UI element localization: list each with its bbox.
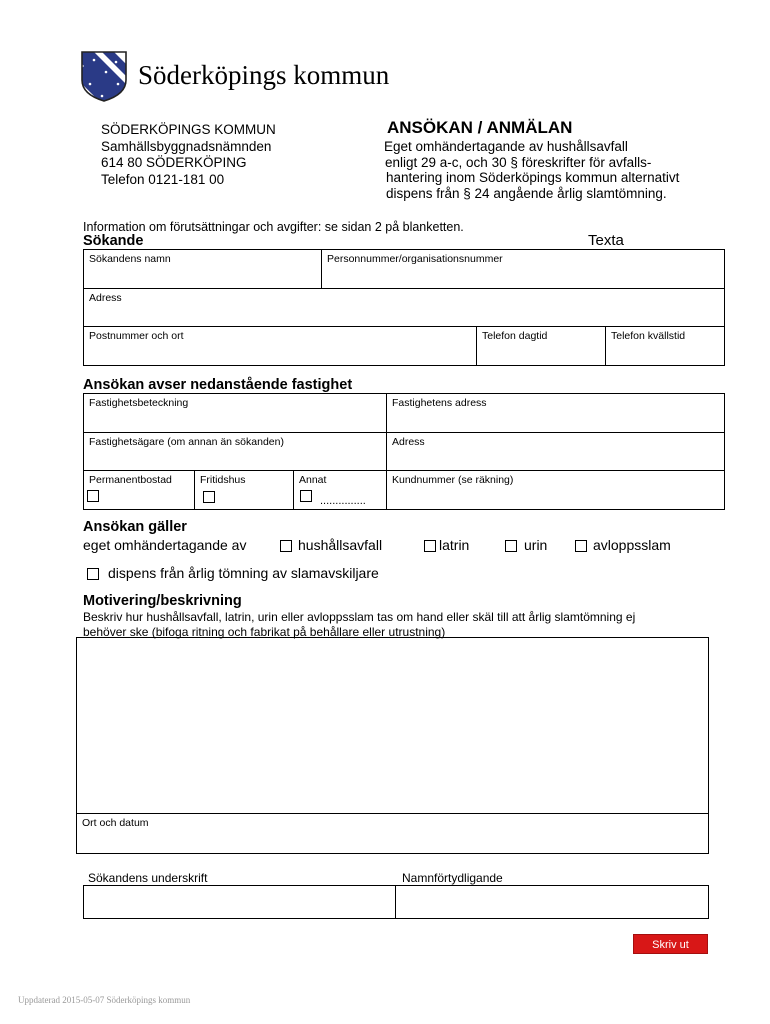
latrine-checkbox[interactable]	[424, 540, 436, 552]
print-clearly-label: Texta	[588, 232, 624, 249]
address-line: 614 80 SÖDERKÖPING	[101, 155, 247, 170]
household-waste-checkbox[interactable]	[280, 540, 292, 552]
latrine-label: latrin	[439, 537, 470, 553]
phone-evening-field[interactable]	[606, 327, 725, 365]
property-owner-field[interactable]	[84, 433, 386, 470]
property-designation-field[interactable]	[84, 394, 386, 432]
applicant-grid	[83, 249, 725, 366]
holiday-home-checkbox[interactable]	[203, 491, 215, 503]
applicant-name-field[interactable]	[84, 250, 321, 288]
municipality-name: Söderköpings kommun	[138, 60, 390, 90]
name-clarification-label: Namnförtydligande	[402, 871, 503, 885]
info-text: Information om förutsättningar och avgifter: se sidan 2 på blanketten.	[83, 220, 464, 234]
field-label: Fastighetsbeteckning	[89, 397, 189, 409]
phone-day-field[interactable]	[477, 327, 605, 365]
personal-number-field[interactable]	[322, 250, 725, 288]
signature-grid	[83, 885, 709, 919]
field-label: Postnummer och ort	[89, 330, 184, 342]
description-line: Eget omhändertagande av hushållsavfall	[384, 139, 628, 154]
name-clarification-field[interactable]	[396, 886, 708, 918]
field-label: Personnummer/organisationsnummer	[327, 253, 503, 265]
field-label: Kundnummer (se räkning)	[392, 474, 514, 486]
description-line: dispens från § 24 angående årlig slamtömning.	[386, 185, 667, 201]
sludge-label: avloppsslam	[593, 537, 671, 553]
customer-number-field[interactable]	[387, 471, 725, 509]
field-label: Annat	[299, 474, 327, 486]
field-label: Adress	[392, 436, 425, 448]
address-line: Samhällsbyggnadsnämnden	[101, 138, 272, 154]
field-label: Permanentbostad	[89, 474, 172, 486]
field-label: Adress	[89, 292, 122, 304]
address-line: Telefon 0121-181 00	[101, 171, 225, 187]
footer-updated: Uppdaterad 2015-05-07 Söderköpings kommun	[18, 995, 191, 1005]
form-description	[384, 139, 679, 201]
application-heading: Ansökan gäller	[83, 519, 187, 535]
print-button[interactable]: Skriv ut	[633, 934, 708, 954]
field-label: Fastighetsägare (om annan än sökanden)	[89, 436, 284, 448]
municipality-logo	[80, 50, 128, 102]
motivation-text-area[interactable]	[77, 638, 708, 813]
address-line: SÖDERKÖPINGS KOMMUN	[101, 122, 276, 137]
description-line: Beskriv hur hushållsavfall, latrin, urin eller avloppsslam tas om hand eller skäl till att årlig slamtömning ej	[83, 610, 636, 624]
place-date-field[interactable]	[77, 814, 708, 853]
other-checkbox[interactable]	[300, 490, 312, 502]
form-title: ANSÖKAN / ANMÄLAN	[387, 118, 573, 137]
field-label: Fritidshus	[200, 474, 246, 486]
urine-checkbox[interactable]	[505, 540, 517, 552]
owner-address-field[interactable]	[387, 433, 725, 470]
property-heading: Ansökan avser nedanstående fastighet	[83, 377, 353, 393]
other-fill-line: ...............	[320, 495, 366, 507]
dispensation-label: dispens från årlig tömning av slamavskiljare	[108, 565, 379, 581]
sender-address	[101, 122, 276, 188]
applicant-heading: Sökande	[83, 233, 144, 249]
field-label: Fastighetens adress	[392, 397, 487, 409]
description-line: hantering inom Söderköpings kommun alternativt	[386, 170, 680, 186]
postal-field[interactable]	[84, 327, 476, 365]
field-label: Telefon kvällstid	[611, 330, 686, 342]
sludge-checkbox[interactable]	[575, 540, 587, 552]
dispensation-checkbox[interactable]	[87, 568, 99, 580]
permanent-residence-cell	[84, 471, 194, 509]
field-label: Telefon dagtid	[482, 330, 548, 342]
property-address-field[interactable]	[387, 394, 725, 432]
holiday-home-cell	[195, 471, 293, 509]
description-line: behöver ske (bifoga ritning och fabrikat på behållare eller utrustning)	[83, 625, 446, 639]
urine-label: urin	[524, 537, 548, 553]
property-grid	[83, 393, 725, 510]
own-handling-label: eget omhändertagande av	[83, 537, 247, 553]
signature-field[interactable]	[84, 886, 395, 918]
motivation-heading: Motivering/beskrivning	[83, 593, 242, 609]
field-label: Ort och datum	[82, 817, 149, 829]
field-label: Sökandens namn	[89, 253, 171, 265]
motivation-box	[76, 637, 709, 854]
signature-label: Sökandens underskrift	[88, 871, 208, 885]
description-line: enligt 29 a-c, och 30 § föreskrifter för avfalls-	[385, 154, 652, 170]
motivation-description	[83, 610, 635, 640]
permanent-residence-checkbox[interactable]	[87, 490, 99, 502]
applicant-address-field[interactable]	[84, 289, 725, 326]
household-waste-label: hushållsavfall	[298, 537, 383, 553]
